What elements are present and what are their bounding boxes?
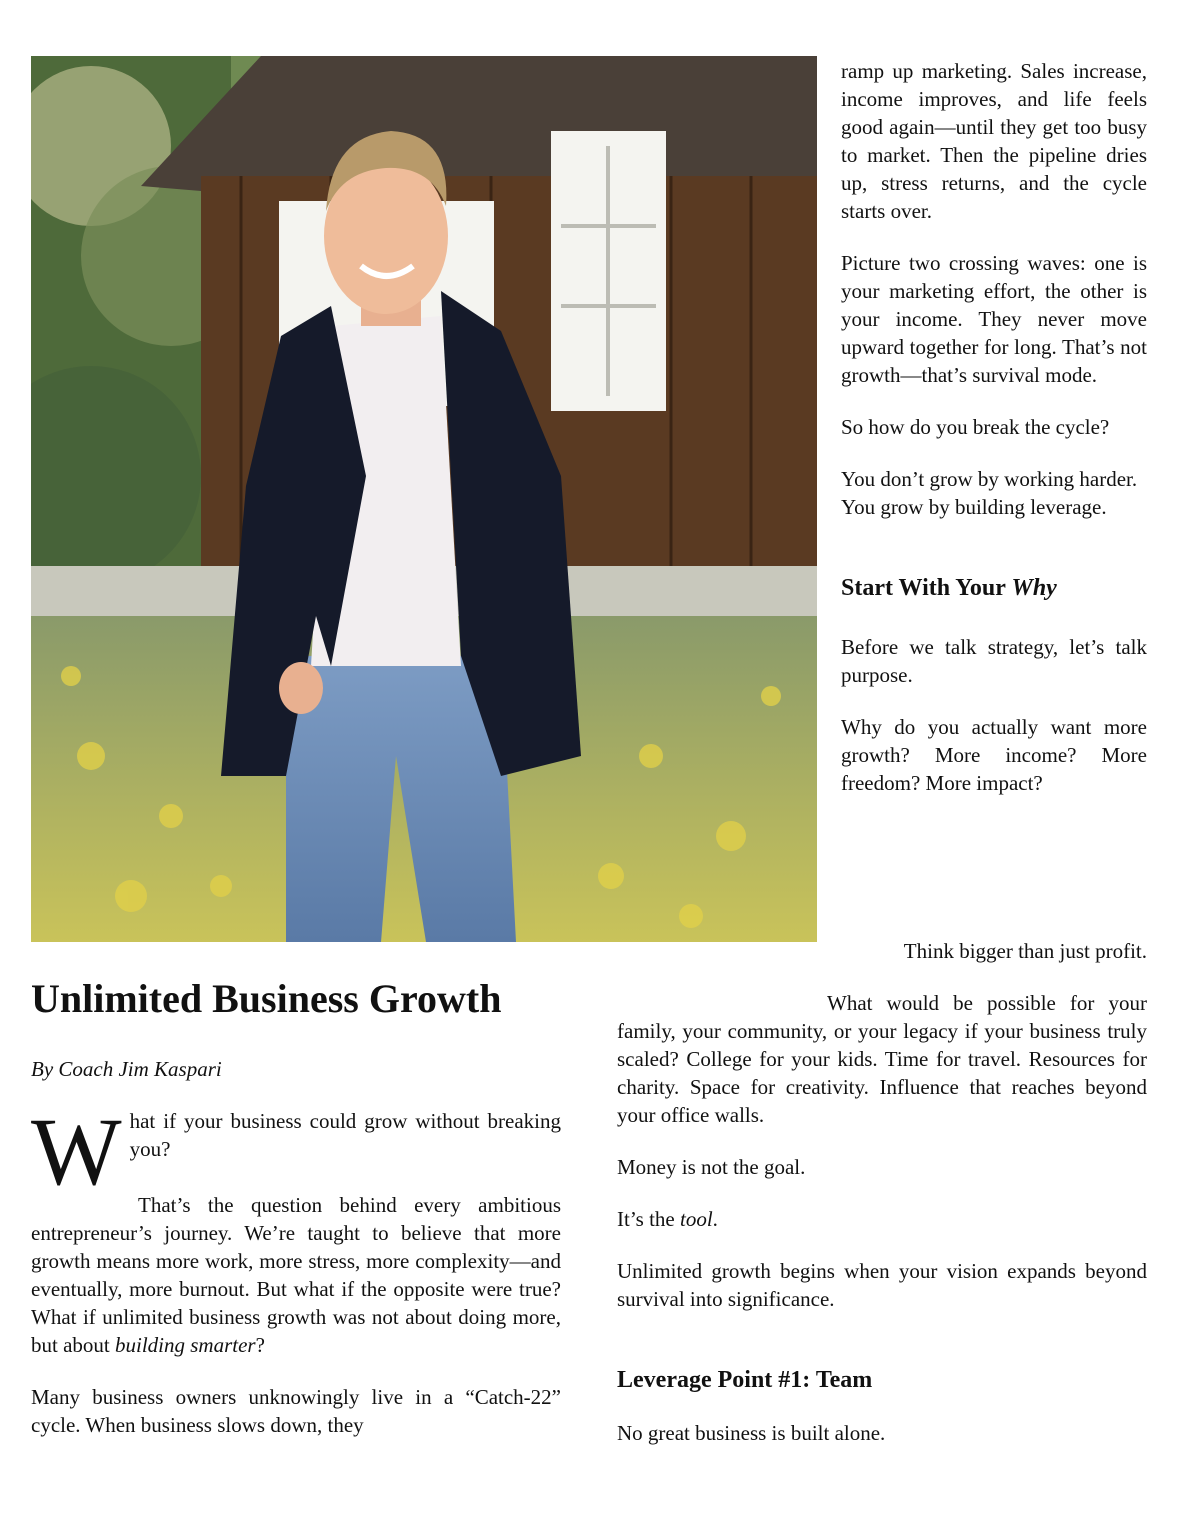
- section-heading-emphasis: Why: [1011, 575, 1057, 601]
- text: That’s the question behind every ambitious entrepreneur’s journey. We’re taught to believe that more growth means more work, more stress, more complexity—and eventually, more burnout. But what if the opposite were true? What if unlimited business growth was not about doing more, but about: [31, 1193, 561, 1357]
- intro: [31, 1098, 561, 1205]
- paragraph: hat if your business could grow without breaking you?: [129, 1109, 561, 1161]
- portrait-photo: [31, 56, 817, 942]
- paragraph: Money is not the goal.: [617, 1155, 806, 1179]
- text: .: [712, 1207, 718, 1231]
- paragraph: No great business is built alone.: [617, 1421, 886, 1445]
- byline: By Coach Jim Kaspari: [31, 1057, 222, 1081]
- section-heading: [841, 573, 1147, 603]
- text: ?: [255, 1333, 265, 1357]
- text: It’s the: [617, 1207, 680, 1231]
- paragraph: Before we talk strategy, let’s talk purpose.: [841, 635, 1147, 687]
- article-title: Unlimited Business Growth: [31, 976, 502, 1021]
- article-right-column: [841, 57, 1147, 821]
- paragraph: You grow by building leverage.: [841, 495, 1107, 519]
- section-heading-text: Start With Your: [841, 575, 1012, 601]
- paragraph: ramp up marketing. Sales increase, income improves, and life feels good again—until they get too busy to market. Then the pipeline dries up, stress returns, and the cycle starts over.: [841, 59, 1147, 223]
- emphasis: tool: [680, 1207, 713, 1231]
- paragraph: [31, 1191, 561, 1359]
- section-heading: Leverage Point #1: Team: [617, 1367, 873, 1393]
- paragraph: Why do you actually want more growth? More income? More freedom? More impact?: [841, 715, 1147, 795]
- portrait-photo-icon: [31, 56, 817, 942]
- article-left-column: [31, 975, 561, 1463]
- paragraph: So how do you break the cycle?: [841, 415, 1110, 439]
- emphasis: building smarter: [115, 1333, 256, 1357]
- paragraph: Many business owners unknowingly live in a “Catch-22” cycle. When business slows down, they: [31, 1385, 561, 1437]
- paragraph: You don’t grow by working harder.: [841, 467, 1138, 491]
- paragraph: What would be possible for your family, your community, or your legacy if your business truly scaled? College for your kids. Time for travel. Resources for charity. Space for creativity. Influence that reaches beyond your office walls.: [617, 991, 1147, 1127]
- paragraph: Picture two crossing waves: one is your marketing effort, the other is your income. They never move upward together for long. That’s not growth—that’s survival mode.: [841, 251, 1147, 387]
- drop-cap: W: [31, 1098, 122, 1205]
- paragraph: Think bigger than just profit.: [903, 939, 1147, 963]
- article-continuation: [617, 937, 1147, 1471]
- paragraph: Unlimited growth begins when your vision expands beyond survival into significance.: [617, 1259, 1147, 1311]
- paragraph: [617, 1205, 1147, 1233]
